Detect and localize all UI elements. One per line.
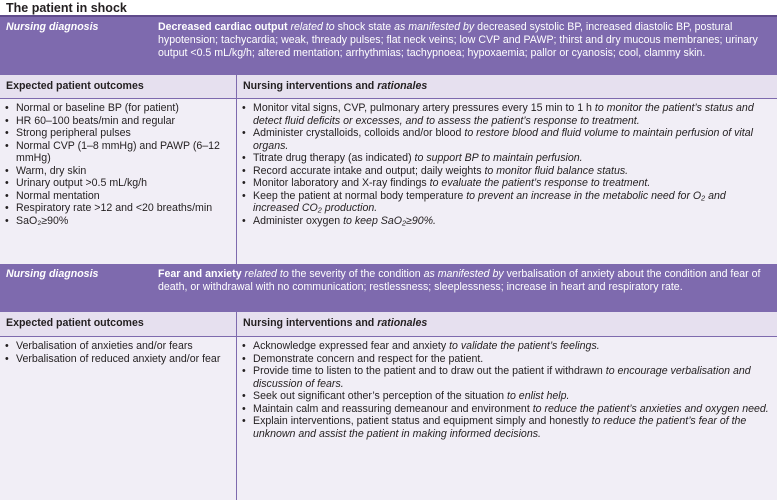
intervention-text: Provide time to listen to the patient and to draw out the patient if withdrawn bbox=[253, 365, 606, 377]
outcome-item: • Strong peripheral pulses bbox=[4, 127, 230, 140]
outcome-item: • Warm, dry skin bbox=[4, 165, 230, 178]
outcome-item: • Normal CVP (1–8 mmHg) and PAWP (6–12 mmHg) bbox=[4, 140, 230, 165]
rationale-text: to monitor the patient’s status and detect fluid deficits or excesses, and to assess the patient’s response to treatment. bbox=[253, 102, 754, 127]
intervention-text: Acknowledge expressed fear and anxiety bbox=[253, 340, 450, 352]
content-row bbox=[0, 99, 777, 264]
intervention-text: Keep the patient at normal body temperature bbox=[253, 189, 467, 202]
outcomes-cell bbox=[0, 99, 237, 264]
intervention-item bbox=[241, 353, 771, 366]
diagnosis-title: Fear and anxiety bbox=[158, 268, 242, 280]
outcomes-list bbox=[4, 102, 230, 227]
outcomes-list bbox=[4, 340, 230, 365]
manifested-by: as manifested by bbox=[391, 21, 478, 33]
outcome-item: • Verbalisation of anxieties and/or fears bbox=[4, 340, 230, 353]
intervention-text: Monitor laboratory and X-ray findings bbox=[253, 177, 430, 189]
intervention-item bbox=[241, 365, 771, 390]
intervention-text: Maintain calm and reassuring demeanour and environment bbox=[253, 402, 533, 415]
intervention-text: Titrate drug therapy (as indicated) bbox=[253, 152, 415, 164]
rationale-text: to encourage verbalisation and discussion of fears. bbox=[253, 365, 751, 390]
intervention-text: Administer oxygen bbox=[253, 214, 344, 227]
nursing-diagnosis-row bbox=[0, 264, 777, 311]
interventions-cell bbox=[237, 337, 777, 500]
rationales-header-text: rationales bbox=[377, 317, 428, 329]
rationale-text: to enlist help. bbox=[507, 390, 570, 402]
intervention-item bbox=[241, 102, 771, 127]
diagnosis-signs: decreased systolic BP, increased diastolic BP, postural hypotension; tachycardia; weak, thready pulses; flat neck veins; low CVP and PAWP; thirst and dry mucous membranes; urinary output <0.5 mL/kg/h; altered mentation; arrhythmias; tachypnoea; hypoxaemia; pallor or cyanosis; cool, clammy skin. bbox=[158, 21, 758, 59]
diagnosis-signs: verbalisation of anxiety about the condition and fear of death, or withdrawal with no communication; restlessness; sleeplessness; increase in heart and respiratory rate. bbox=[158, 268, 761, 293]
related-to: related to bbox=[287, 21, 338, 33]
intervention-item bbox=[241, 127, 771, 152]
intervention-item bbox=[241, 177, 771, 190]
section-cardiac-output bbox=[0, 17, 777, 264]
outcome-item: • Normal mentation bbox=[4, 190, 230, 203]
nursing-diagnosis-text bbox=[158, 268, 771, 308]
intervention-text: Monitor vital signs, CVP, pulmonary artery pressures every 15 min to 1 h bbox=[253, 102, 595, 114]
intervention-item bbox=[241, 390, 771, 403]
interventions-header-text: Nursing interventions and bbox=[243, 317, 378, 329]
interventions-list bbox=[241, 340, 771, 440]
outcome-item: • HR 60–100 beats/min and regular bbox=[4, 115, 230, 128]
rationale-text: to keep SaO₂≥90%. bbox=[343, 214, 436, 227]
manifested-by: as manifested by bbox=[420, 268, 507, 280]
rationale-text: to support BP to maintain perfusion. bbox=[414, 152, 583, 164]
outcome-item: • Normal or baseline BP (for patient) bbox=[4, 102, 230, 115]
intervention-item bbox=[241, 190, 771, 215]
outcome-item: • SaO₂≥90% bbox=[4, 215, 230, 228]
intervention-item bbox=[241, 340, 771, 353]
content-row bbox=[0, 337, 777, 500]
related-to: related to bbox=[241, 268, 292, 280]
column-headers bbox=[0, 74, 777, 99]
outcomes-header: Expected patient outcomes bbox=[0, 75, 237, 98]
interventions-header bbox=[237, 75, 777, 98]
intervention-item bbox=[241, 403, 771, 416]
nursing-diagnosis-label: Nursing diagnosis bbox=[6, 268, 99, 280]
diagnosis-title: Decreased cardiac output bbox=[158, 21, 288, 33]
outcomes-header: Expected patient outcomes bbox=[0, 312, 237, 336]
interventions-header-text: Nursing interventions and bbox=[243, 80, 378, 92]
intervention-text: Explain interventions, patient status and equipment simply and honestly bbox=[253, 415, 592, 427]
nursing-diagnosis-label: Nursing diagnosis bbox=[6, 21, 99, 33]
outcome-item: • Verbalisation of reduced anxiety and/or fear bbox=[4, 353, 230, 366]
column-headers bbox=[0, 311, 777, 337]
rationales-header-text: rationales bbox=[377, 80, 428, 92]
intervention-text: Administer crystalloids, colloids and/or blood bbox=[253, 127, 465, 139]
interventions-list bbox=[241, 102, 771, 227]
intervention-text: Record accurate intake and output; daily weights bbox=[253, 164, 485, 177]
diagnosis-cause: the severity of the condition bbox=[291, 268, 421, 280]
page-title: The patient in shock bbox=[0, 0, 777, 17]
intervention-item bbox=[241, 152, 771, 165]
rationale-text: to prevent an increase in the metabolic need for O₂ and increased CO₂ production. bbox=[253, 189, 726, 214]
nursing-diagnosis-row bbox=[0, 17, 777, 74]
rationale-text: to monitor fluid balance status. bbox=[484, 164, 629, 177]
outcomes-cell bbox=[0, 337, 237, 500]
nursing-diagnosis-text bbox=[158, 21, 771, 71]
rationale-text: to reduce the patient’s fear of the unknown and assist the patient in making informed decisions. bbox=[253, 415, 747, 440]
intervention-item bbox=[241, 215, 771, 228]
rationale-text: to reduce the patient’s anxieties and oxygen need. bbox=[532, 402, 769, 415]
intervention-item bbox=[241, 165, 771, 178]
rationale-text: to validate the patient’s feelings. bbox=[449, 340, 600, 352]
intervention-text: Seek out significant other’s perception of the situation bbox=[253, 390, 508, 402]
interventions-cell bbox=[237, 99, 777, 264]
section-fear-anxiety bbox=[0, 264, 777, 500]
rationale-text: to evaluate the patient’s response to treatment. bbox=[429, 177, 651, 189]
outcome-item: • Urinary output >0.5 mL/kg/h bbox=[4, 177, 230, 190]
diagnosis-cause: shock state bbox=[337, 21, 392, 33]
outcome-item: • Respiratory rate >12 and <20 breaths/min bbox=[4, 202, 230, 215]
intervention-text: Demonstrate concern and respect for the patient. bbox=[253, 352, 484, 365]
rationale-text: to restore blood and fluid volume to maintain perfusion of vital organs. bbox=[253, 127, 753, 152]
intervention-item bbox=[241, 415, 771, 440]
interventions-header bbox=[237, 312, 777, 336]
